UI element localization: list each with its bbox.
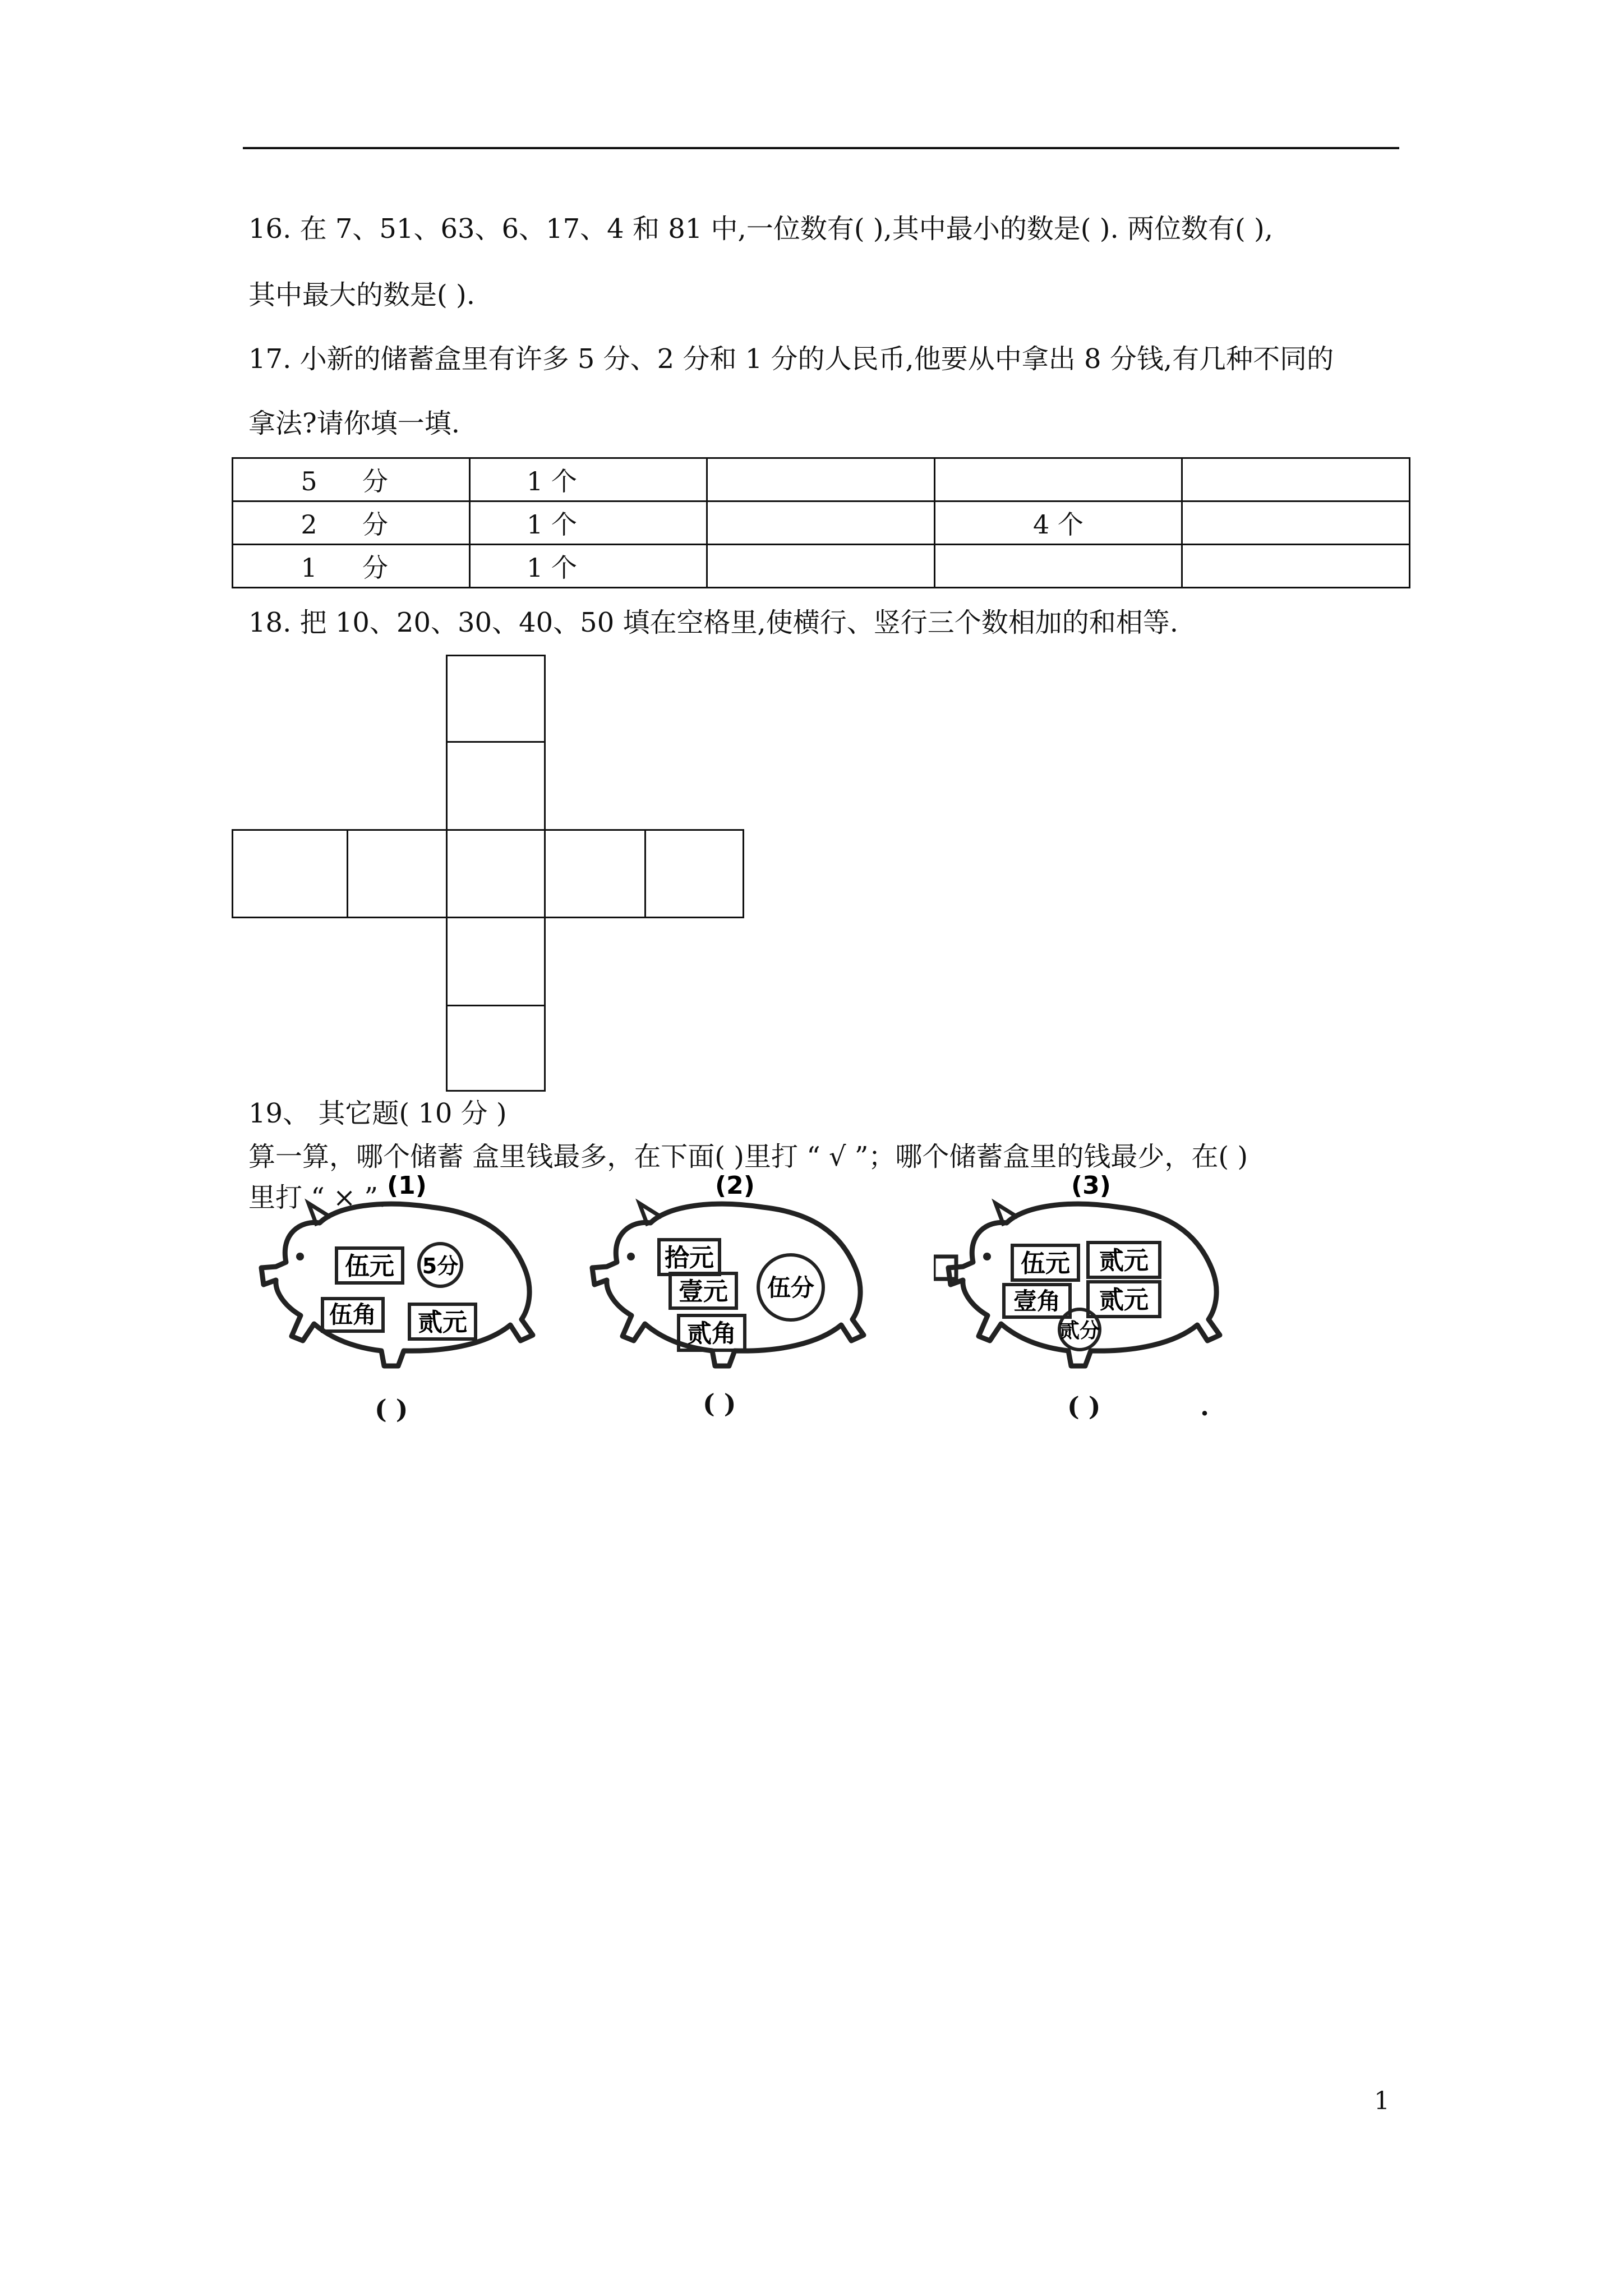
pig3-note-4: 贰元 [1099, 1286, 1149, 1314]
answer-cell[interactable] [470, 501, 707, 545]
answer-cell[interactable] [1182, 545, 1410, 588]
trailing-dot: . [1200, 1391, 1210, 1421]
table-row [233, 545, 1410, 588]
piggy-bank-2 [578, 1172, 892, 1374]
pig3-note-2: 贰元 [1099, 1246, 1149, 1275]
pig3-coin: 贰分 [1059, 1319, 1100, 1342]
answer-cell[interactable] [707, 458, 935, 501]
q17-line2: 拿法?请你填一填. [248, 408, 460, 439]
pig3-note-3: 壹角 [1013, 1287, 1061, 1315]
q18-text: 18. 把 10、20、30、40、50 填在空格里,使横行、竖行三个数相加的和相等. [248, 607, 1179, 638]
table-row [233, 458, 1410, 501]
grid-cell-bottom-2[interactable] [446, 1005, 546, 1092]
grid-cell-left-2[interactable] [347, 829, 448, 918]
piggy-bank-1 [247, 1172, 561, 1374]
row-label-cell [233, 458, 470, 501]
grid-cell-right-1[interactable] [544, 829, 646, 918]
page-number: 1 [1374, 2087, 1390, 2115]
pig2-coin: 伍分 [767, 1274, 815, 1301]
grid-cell-right-2[interactable] [644, 829, 744, 918]
table-row [233, 501, 1410, 545]
answer-cell[interactable] [707, 501, 935, 545]
pig3-note-1: 伍元 [1021, 1249, 1070, 1278]
q19-line2: 里打 “ × ”. [248, 1182, 387, 1213]
pig1-answer[interactable]: ( ) [375, 1394, 408, 1424]
pig2-label: (2) [715, 1172, 755, 1200]
pig1-coin: 5分 [422, 1254, 459, 1278]
pig3-label: (3) [1071, 1172, 1111, 1200]
coin-combination-table [232, 457, 1410, 588]
piggy-bank-3 [934, 1172, 1248, 1374]
q19-line1: 算一算，哪个储蓄 盒里钱最多，在下面( )里打 “ √ ”；哪个储蓄盒里的钱最少，在( ) [248, 1141, 1248, 1172]
header-rule [243, 147, 1399, 149]
pig1-label: (1) [387, 1172, 427, 1200]
pig1-note-2: 伍角 [329, 1301, 377, 1328]
coin-value: 5 [301, 466, 317, 496]
answer-cell[interactable] [470, 458, 707, 501]
pig1-note-1: 伍元 [345, 1252, 394, 1281]
coin-unit: 分 [362, 466, 388, 496]
grid-cell-left-1[interactable] [232, 829, 348, 918]
cell-value: 1 个 [527, 466, 577, 496]
row-label-cell [233, 545, 470, 588]
row-label-cell [233, 501, 470, 545]
cell-value: 1 个 [527, 553, 577, 583]
pig3-answer[interactable]: ( ) [1067, 1391, 1101, 1421]
grid-cell-center[interactable] [446, 829, 546, 918]
coin-unit: 分 [362, 509, 388, 540]
q16-line1: 16. 在 7、51、63、6、17、4 和 81 中,一位数有( ),其中最小的数是( ). 两位数有( ), [248, 213, 1273, 245]
q17-line1: 17. 小新的储蓄盒里有许多 5 分、2 分和 1 分的人民币,他要从中拿出 8 分钱,有几种不同的 [248, 343, 1334, 375]
pig2-note-3: 贰角 [687, 1319, 736, 1348]
pig2-note-2: 壹元 [679, 1277, 728, 1306]
cell-value: 1 个 [527, 509, 577, 540]
grid-cell-top-1[interactable] [446, 655, 546, 743]
coin-value: 2 [301, 509, 317, 540]
answer-cell[interactable] [1182, 458, 1410, 501]
answer-cell[interactable] [1182, 501, 1410, 545]
answer-cell[interactable] [935, 501, 1182, 545]
grid-cell-bottom-1[interactable] [446, 917, 546, 1006]
grid-cell-top-2[interactable] [446, 741, 546, 831]
answer-cell[interactable] [470, 545, 707, 588]
coin-value: 1 [301, 553, 317, 583]
answer-cell[interactable] [935, 458, 1182, 501]
pig2-note-1: 拾元 [665, 1244, 714, 1272]
answer-cell[interactable] [935, 545, 1182, 588]
cell-value: 4 个 [1033, 509, 1083, 540]
pig2-answer[interactable]: ( ) [703, 1388, 736, 1419]
pig1-note-3: 贰元 [418, 1308, 467, 1337]
q19-heading: 19、 其它题( 10 分 ) [248, 1098, 507, 1129]
coin-unit: 分 [362, 553, 388, 583]
q16-line2: 其中最大的数是( ). [248, 279, 475, 311]
answer-cell[interactable] [707, 545, 935, 588]
